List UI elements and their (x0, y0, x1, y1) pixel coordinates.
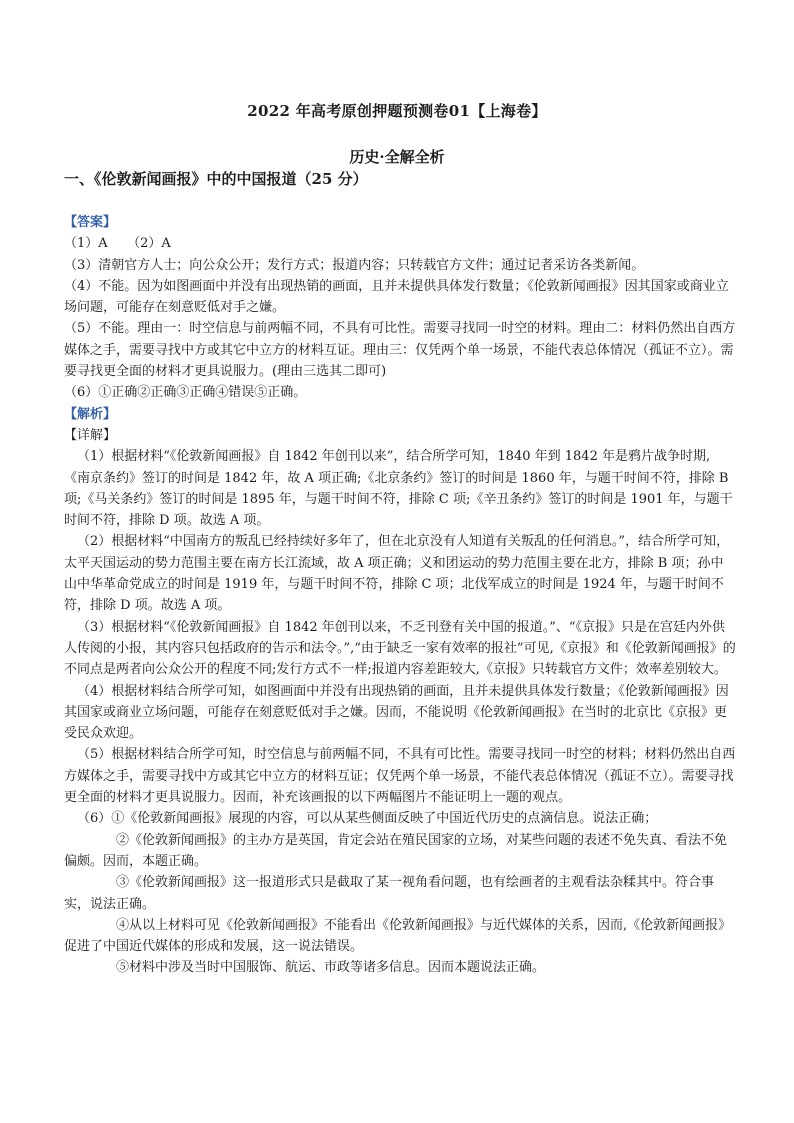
answer-line-4: （4）不能。因为如图画面中并没有出现热销的画面，且并未提供具体发行数量；《伦敦新闻画报》因其国家或商业立场问题，可能存在刻意贬低对手之嫌。 (64, 278, 729, 316)
section-heading: 一、《伦敦新闻画报》中的中国报道（25 分） (64, 170, 368, 188)
analysis-paragraph-3: （3）根据材料“《伦敦新闻画报》自 1842 年创刊以来，不乏刊登有关中国的报道。”、“《京报》只是在宫廷内外供人传阅的小报，其内容只包括政府的告示和法令。”,“由于缺乏一家有效率的报社”可见,《京报》和《伦敦新闻画报》的不同点是两者向公众公开的程度不同;发行方式不一样;报道内容差距较大,《京报》只转载官方文件；效率差别较大。 (64, 619, 736, 678)
analysis-paragraph-1: （1）根据材料“《伦敦新闻画报》自 1842 年创刊以来”，结合所学可知，1840 年到 1842 年是鸦片战争时期,《南京条约》签订的时间是 1842 年，故 A 项正确;《北京条约》签订的时间是 1860 年，与题干时间不符，排除 B 项;《马关条约》签订的时间是 1895 年，与题干时间不符，排除 C 项;《辛丑条约》签订的时间是 1901 年，与题干时间不符，排除 D 项。故选 A 项。 (64, 449, 733, 529)
answer-analysis-body (64, 212, 736, 979)
analysis-paragraph-5: （5）根据材料结合所学可知，时空信息与前两幅不同，不具有可比性。需要寻找同一时空的材料；材料仍然出自西方媒体之手，需要寻找中方或其它中立方的材料互证；仅凭两个单一场景，不能代表总体情况（孤证不立）。需要寻找更全面的材料才更具说服力。因而，补充该画报的以下两幅图片不能证明上一题的观点。 (64, 747, 736, 806)
answer-line-3: （3）清朝官方人士；向公众公开；发行方式；报道内容；只转载官方文件；通过记者采访各类新闻。 (64, 257, 645, 273)
detail-tag: 【详解】 (64, 427, 117, 443)
document-title: 2022 年高考原创押题预测卷01【上海卷】 (247, 102, 547, 120)
answer-tag: 【答案】 (64, 215, 117, 230)
analysis-paragraph-6: （6）①《伦敦新闻画报》展现的内容，可以从某些侧面反映了中国近代历史的点滴信息。说法正确； (77, 811, 658, 827)
answer-line-6: （6）①正确②正确③正确④错误⑤正确。 (64, 385, 307, 401)
document-subtitle: 历史·全解全析 (349, 148, 445, 166)
analysis-paragraph-2: （2）根据材料“中国南方的叛乱已经持续好多年了，但在北京没有人知道有关叛乱的任何消息。”，结合所学可知，太平天国运动的势力范围主要在南方长江流域，故 A 项正确；义和团运动的势力范围主要在北方，排除 B 项；孙中山中华革命党成立的时间是 1919 年，与题干时间不符，排除 C 项；北伐军成立的时间是 1924 年，与题干时间不符，排除 D 项。故选 A 项。 (64, 534, 730, 614)
analysis-tag: 【解析】 (64, 406, 117, 422)
analysis-item-2: ②《伦敦新闻画报》的主办方是英国，肯定会站在殖民国家的立场，对某些问题的表述不免失真、看法不免偏颇。因而，本题正确。 (64, 832, 728, 869)
answer-line-1: （1）A （2）A (64, 236, 171, 252)
analysis-item-3: ③《伦敦新闻画报》这一报道形式只是截取了某一视角看问题，也有绘画者的主观看法杂糅其中。符合事实，说法正确。 (64, 875, 715, 912)
analysis-item-4: ④从以上材料可见《伦敦新闻画报》不能看出《伦敦新闻画报》与近代媒体的关系，因而,《伦敦新闻画报》促进了中国近代媒体的形成和发展，这一说法错误。 (64, 917, 732, 955)
answer-line-5: （5）不能。理由一：时空信息与前两幅不同，不具有可比性。需要寻找同一时空的材料。理由二：材料仍然出自西方媒体之手，需要寻找中方或其它中立方的材料互证。理由三：仅凭两个单一场景，不能代表总体情况（孤证不立）。需要寻找更全面的材料才更具说服力。(理由三选其二即可) (64, 321, 736, 380)
analysis-item-5: ⑤材料中涉及当时中国服饰、航运、市政等诸多信息。因而本题说法正确。 (116, 960, 546, 976)
analysis-paragraph-4: （4）根据材料结合所学可知，如图画面中并没有出现热销的画面，且并未提供具体发行数量；《伦敦新闻画报》因其国家或商业立场问题，可能存在刻意贬低对手之嫌。因而，不能说明《伦敦新闻画报》在当时的北京比《京报》更受民众欢迎。 (64, 683, 729, 742)
